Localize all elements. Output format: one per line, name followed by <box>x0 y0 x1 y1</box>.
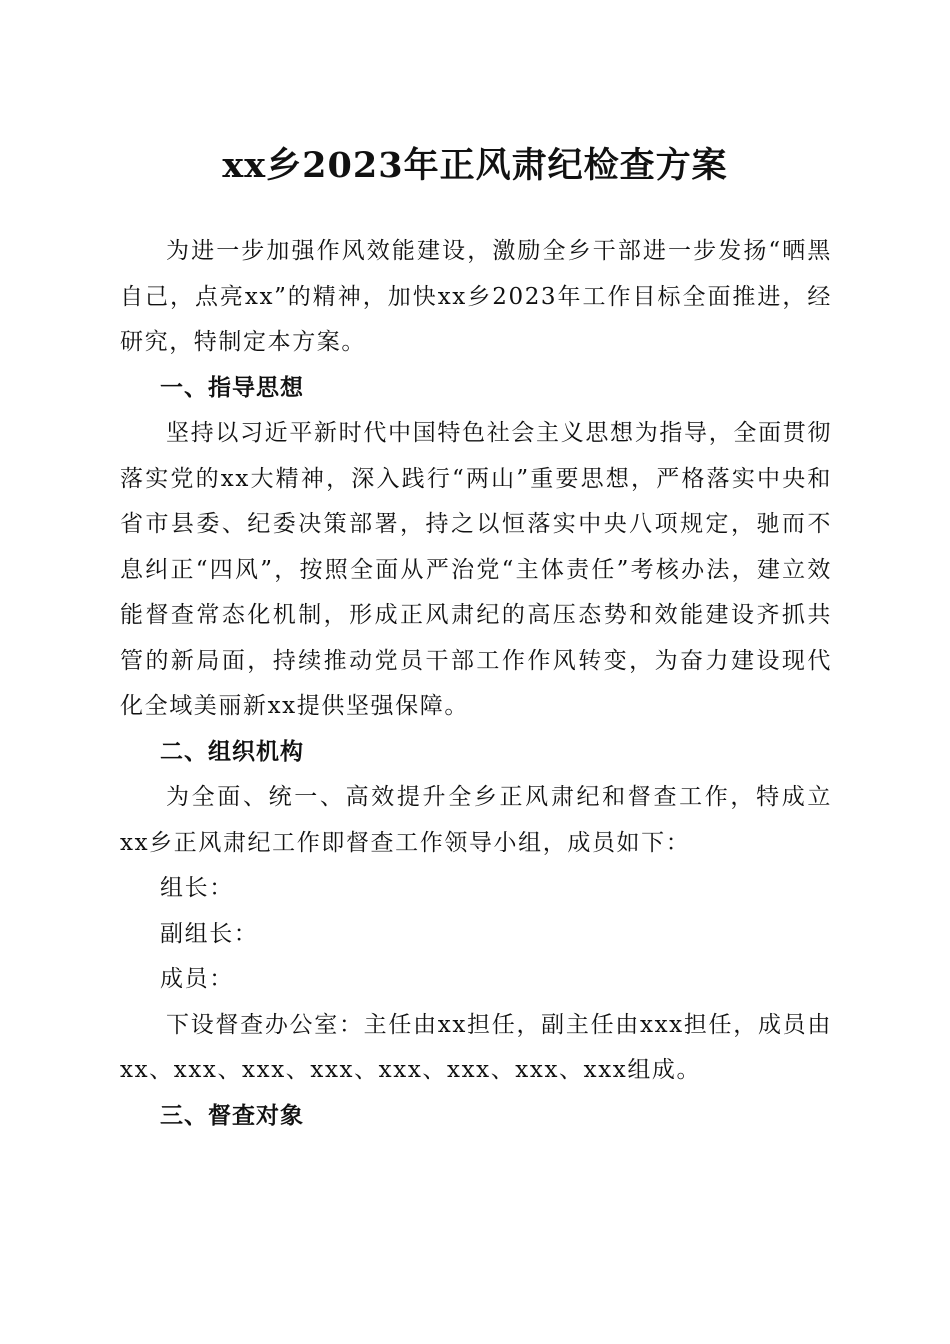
section-heading-inspection-targets: 三、督查对象 <box>160 1102 304 1129</box>
office-paragraph: 下设督查办公室：主任由xx担任，副主任由xxx担任，成员由xx、xxx、xxx、xxx、xxx、xxx、xxx、xxx组成。 <box>120 1011 832 1083</box>
document-body <box>120 229 832 1139</box>
group-leader-line: 组长： <box>160 875 234 901</box>
deputy-leader-line: 副组长： <box>160 920 259 947</box>
section-heading-organization: 二、组织机构 <box>160 738 304 765</box>
members-line: 成员： <box>160 966 234 992</box>
section-heading-guiding-ideology: 一、指导思想 <box>160 374 304 401</box>
document-title: xx乡2023年正风肃纪检查方案 <box>222 145 728 186</box>
organization-paragraph: 为全面、统一、高效提升全乡正风肃纪和督查工作，特成立xx乡正风肃纪工作即督查工作领导小组，成员如下： <box>120 784 832 856</box>
guiding-ideology-paragraph: 坚持以习近平新时代中国特色社会主义思想为指导，全面贯彻落实党的xx大精神，深入践行“两山”重要思想，严格落实中央和省市县委、纪委决策部署，持之以恒落实中央八项规定，驰而不息纠正“四风”，按照全面从严治党“主体责任”考核办法，建立效能督查常态化机制，形成正风肃纪的高压态势和效能建设齐抓共管的新局面，持续推动党员干部工作作风转变，为奋力建设现代化全域美丽新xx提供坚强保障。 <box>120 420 832 719</box>
intro-paragraph: 为进一步加强作风效能建设，激励全乡干部进一步发扬“晒黑自己，点亮xx”的精神，加快xx乡2023年工作目标全面推进，经研究，特制定本方案。 <box>120 238 832 355</box>
